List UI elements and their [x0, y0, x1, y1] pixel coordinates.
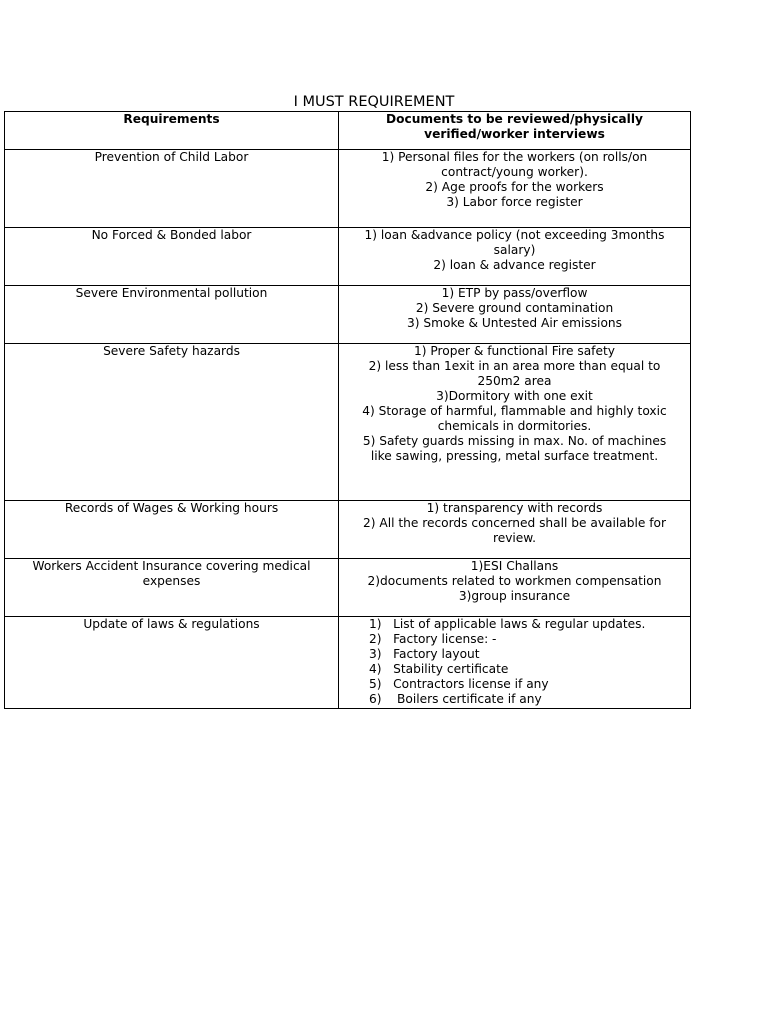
table-row	[5, 228, 691, 286]
header-documents	[339, 112, 691, 150]
requirement-text: No Forced & Bonded labor	[91, 228, 252, 242]
header-requirements: Requirements	[5, 112, 339, 150]
table-header-row	[5, 112, 691, 150]
requirements-table	[4, 111, 691, 709]
document-line: 1)ESI Challans	[470, 559, 559, 573]
document-line: 6) Boilers certificate if any	[369, 692, 542, 706]
document-line: like sawing, pressing, metal surface treatment.	[370, 449, 659, 463]
numbered-document-list	[343, 617, 686, 707]
requirement-cell	[5, 559, 339, 617]
requirement-text: Update of laws & regulations	[83, 617, 260, 631]
requirement-cell	[5, 228, 339, 286]
document-line: 1) List of applicable laws & regular updates.	[369, 617, 646, 631]
document-line: 2) Age proofs for the workers	[425, 180, 604, 194]
table-row	[5, 559, 691, 617]
document-line: 1) Personal files for the workers (on rolls/on	[381, 150, 648, 164]
table-row	[5, 501, 691, 559]
document-line: 5) Contractors license if any	[369, 677, 549, 691]
requirement-cell	[5, 501, 339, 559]
requirement-cell	[5, 344, 339, 501]
requirement-text: Records of Wages & Working hours	[64, 501, 279, 515]
table-row	[5, 150, 691, 228]
document-line: 1) Proper & functional Fire safety	[414, 344, 615, 358]
header-documents-line: Documents to be reviewed/physically	[386, 112, 643, 126]
document-line: 250m2 area	[477, 374, 552, 388]
header-documents-line: verified/worker interviews	[424, 127, 605, 141]
document-line: salary)	[493, 243, 536, 257]
document-line: 2) loan & advance register	[433, 258, 596, 272]
document-line: 1) ETP by pass/overflow	[441, 286, 588, 300]
document-line: 2)documents related to workmen compensation	[367, 574, 662, 588]
document-line: chemicals in dormitories.	[437, 419, 592, 433]
document-line: 3)Dormitory with one exit	[436, 389, 593, 403]
documents-cell	[339, 617, 691, 709]
requirement-cell	[5, 150, 339, 228]
page-title: I MUST REQUIREMENT	[293, 94, 455, 110]
document-line: 2) Severe ground contamination	[415, 301, 614, 315]
documents-cell	[339, 286, 691, 344]
documents-cell	[339, 501, 691, 559]
requirement-text: Severe Safety hazards	[103, 344, 240, 358]
document-line: 2) All the records concerned shall be available for	[362, 516, 667, 530]
documents-cell	[339, 228, 691, 286]
table-row	[5, 286, 691, 344]
document-line: 1) transparency with records	[426, 501, 603, 515]
documents-cell	[339, 559, 691, 617]
requirement-text: Workers Accident Insurance covering medical	[32, 559, 311, 573]
document-line: 5) Safety guards missing in max. No. of machines	[362, 434, 667, 448]
document-line: 4) Stability certificate	[369, 662, 509, 676]
document-line: review.	[492, 531, 537, 545]
document-line: 3) Smoke & Untested Air emissions	[407, 316, 622, 330]
requirement-text: Severe Environmental pollution	[75, 286, 268, 300]
document-line: 3) Labor force register	[446, 195, 583, 209]
requirement-cell	[5, 617, 339, 709]
documents-cell	[339, 150, 691, 228]
document-line: 1) loan &advance policy (not exceeding 3months	[364, 228, 665, 242]
document-line: 3) Factory layout	[369, 647, 480, 661]
document-line: 2) Factory license: -	[369, 632, 497, 646]
documents-cell	[339, 344, 691, 501]
table-row	[5, 344, 691, 501]
requirement-text: Prevention of Child Labor	[94, 150, 249, 164]
requirement-cell	[5, 286, 339, 344]
table-row	[5, 617, 691, 709]
requirement-text: expenses	[142, 574, 201, 588]
document-line: contract/young worker).	[441, 165, 588, 179]
document-line: 2) less than 1exit in an area more than equal to	[368, 359, 661, 373]
document-line: 3)group insurance	[458, 589, 571, 603]
document-line: 4) Storage of harmful, flammable and highly toxic	[362, 404, 667, 418]
